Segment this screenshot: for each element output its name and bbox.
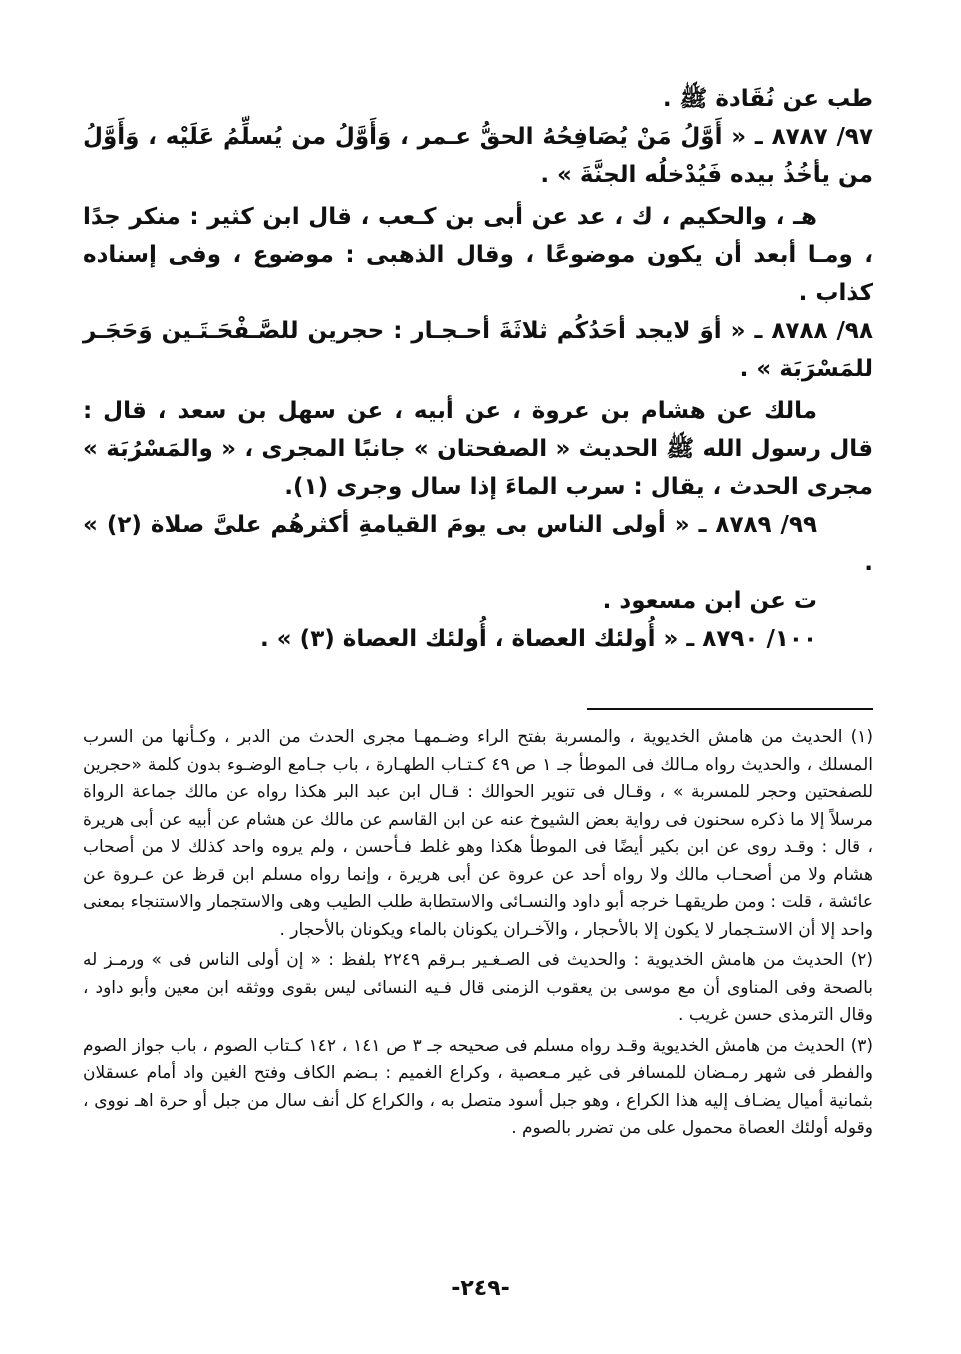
- footnote-label: (٣): [850, 1035, 874, 1056]
- hadith-number: ٩٧/ ٨٧٨٧ ـ: [754, 124, 873, 150]
- footnote-ref[interactable]: (٣): [299, 626, 335, 652]
- hadith-number: ٩٩/ ٨٧٨٩ ـ: [698, 512, 818, 538]
- hadith-100: [83, 620, 873, 658]
- hadith-99: [83, 506, 873, 582]
- main-text: [83, 80, 873, 658]
- footnote-ref[interactable]: (١): [293, 474, 329, 500]
- hadith-tail: » .: [83, 512, 873, 576]
- footnote-2: [83, 947, 873, 1030]
- footnote-label: (٢): [850, 950, 874, 970]
- footnote-text: الحديث من هامش الخديوية : والحديث فى الصـغـير بـرقم ٢٢٤٩ بلفظ : « إن أولى الناس فى » ورمـز له بالصحة وفى المناوى أن مع موسى بن يعقوب الزمنى قال فـيه النسائى ليس بقوى ووثقه ابن معين وأبو داود ، وقال الترمذى حسن غريب .: [83, 950, 873, 1025]
- hadith-text: « أَوَّلُ مَنْ يُصَافِحُهُ الحقُّ عـمر ، وَأَوَّلُ من يُسلِّمُ عَلَيْه ، وَأَوَّلُ من يأخُذُ بيده فَيُدْخلُه الجنَّةَ » .: [83, 124, 873, 188]
- hadith-98: [83, 312, 873, 388]
- hadith-99-source: ت عن ابن مسعود .: [602, 588, 817, 614]
- hadith-97-source: هـ ، والحكيم ، ك ، عد عن أبى بن كـعب ، قال ابن كثير : منكر جدًا ، ومـا أبعد أن يكون موضوعًا ، وقال الذهبى : موضوع ، وفى إسناده كذاب .: [83, 204, 873, 306]
- footnote-label: (١): [850, 727, 873, 747]
- hadith-text: « أُولئك العصاة ، أُولئك العصاة: [342, 626, 679, 652]
- hadith-text: « أولى الناس بى يومَ القيامةِ أكثرهُم علىَّ صلاة: [150, 512, 690, 538]
- page-number: -٢٤٩-: [451, 1276, 510, 1301]
- hadith-number: ١٠٠/ ٨٧٩٠ ـ: [686, 626, 817, 652]
- hadith-97: [83, 118, 873, 194]
- footnote-separator: [587, 708, 873, 710]
- hadith-tail: » .: [260, 626, 292, 652]
- hadith-text: « أوَ لايجد أحَدُكُم ثلاثَةَ أحـجـار : حجرين للصَّـفْحَـتَـين وَحَجَـر للمَسْرَبَة » .: [83, 318, 873, 382]
- source-line-tb: طب عن نُقَادة ﷺ .: [662, 86, 873, 112]
- source-text: مالك عن هشام بن عروة ، عن أبيه ، عن سهل بن سعد ، قال : قال رسول الله ﷺ الحديث « الصفحتان » جانبًا المجرى ، « والمَسْرُبَة » مجرى الحدث ، يقال : سرب الماءَ إذا سال وجرى: [83, 398, 873, 500]
- footnote-ref[interactable]: (٢): [106, 512, 142, 538]
- hadith-number: ٩٨/ ٨٧٨٨ ـ: [754, 318, 873, 344]
- footnote-text: الحديث من هامش الخديوية ، والمسربة بفتح الراء وضـمهـا مجرى الحدث من الدبر ، وكـأنها من السرب المسلك ، والحديث رواه مـالك فى الموطأ جـ ١ ص ٤٩ كـتـاب الطهـارة ، باب جـامع الوضـوء بدون كلمة «حجرين للصفحتين وحجر للمسربة » ، وقـال فى تنوير الحوالك : قـال ابن عبد البر هكذا رواه عن مالك جماعة الرواة مرسلاً إلا ما ذكره سحنون فى رواية بعض الشيوخ عنه عن ابن القاسم عن مالك عن هشام عن أبيه عن أبى هريرة ، قال : وقـد روى عن ابن بكير أيضًا فى الموطأ هكذا وهو غلط فـأحسن ، ولم يروه واحد كذلك لا من أصحاب هشام ولا من أصحـاب مالك ولا رواه أحد عن عروة عن أبى هريرة ، وإنما رواه مسلم ابن قرظ عن عـروة عن عائشة ، قلت : ومن طريقهـا خرجه أبو داود والنسـائى والاستطابة طلب الطيب وهى والاستجمار والاستنجاء بمعنى واحد إلا أن الاستـجمار لا يكون إلا بالأحجار ، والآخـران يكونان بالماء ويكونان بالأحجار .: [83, 727, 873, 940]
- hadith-98-source: مالك عن هشام بن عروة ، عن أبيه ، عن سهل بن سعد ، قال : قال رسول الله ﷺ الحديث « الصفحتان » جانبًا المجرى ، « والمَسْرُبَة » مجرى الحدث ، يقال : سرب الماءَ إذا سال وجرى (١).: [83, 398, 873, 500]
- footnote-text: الحديث من هامش الخديوية وقـد رواه مسلم فى صحيحه جـ ٣ ص ١٤١ ، ١٤٢ كـتاب الصوم ، باب جواز الصوم والفطر فى شهر رمـضان للمسافر فى غير مـعصية ، وكراع الغميم : بـضم الكاف وفتح الغين واد أمام عسقلان بثمانية أميال يضـاف إليه هذا الكراع ، وهو جبل أسود متصل به ، والكراع كل أنف سال من جبل أو حرة اهـ نووى ، وقوله أولئك العصاة محمول على من تضرر بالصوم .: [83, 1035, 873, 1138]
- footnotes: [83, 724, 873, 1146]
- footnote-1: [83, 724, 873, 944]
- footnote-3: [83, 1033, 873, 1143]
